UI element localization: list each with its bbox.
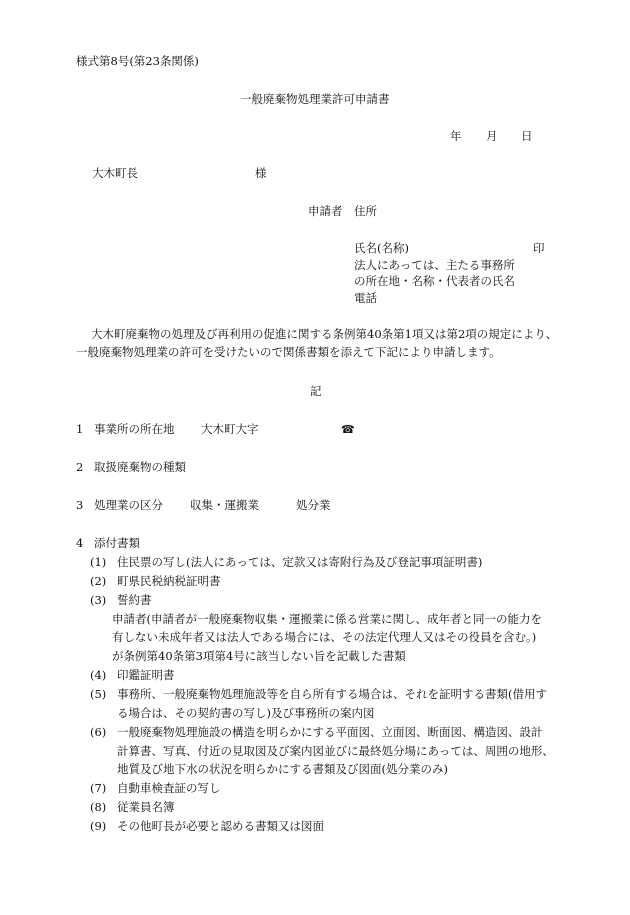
attachment-4-text: 印鑑証明書 [117, 668, 175, 682]
attachment-7-number: (7) [90, 781, 107, 795]
attachment-9-text: その他町長が必要と認める書類又は図面 [117, 819, 324, 833]
seal-label: 印 [533, 241, 545, 255]
form-number: 様式第8号(第23条関係) [76, 54, 199, 68]
date-day-label: 日 [521, 129, 533, 143]
attachment-3-text: 誓約書 [117, 593, 152, 607]
ki-heading: 記 [310, 384, 322, 398]
corp-note-line2: の所在地・名称・代表者の氏名 [354, 274, 515, 288]
attachment-5-line1: 事務所、一般廃棄物処理施設等を自ら所有する場合は、それを証明する書類(借用す [117, 687, 547, 701]
item2-label: 取扱廃棄物の種類 [94, 460, 186, 474]
item1-label: 事業所の所在地 [94, 422, 175, 436]
applicant-label: 申請者 [308, 204, 343, 218]
attachment-4-number: (4) [90, 668, 107, 682]
item3-number: 3 [76, 498, 84, 512]
telephone-icon: ☎ [341, 423, 355, 436]
form-title: 一般廃棄物処理業許可申請書 [240, 92, 390, 106]
attachment-3-sub-line2: 有しない未成年者又は法人である場合には、その法定代理人又はその役員を含む。) [112, 630, 537, 644]
attachment-1-number: (1) [90, 555, 107, 569]
item4-label: 添付書類 [94, 536, 140, 550]
corp-note-line1: 法人にあっては、主たる事務所 [354, 258, 515, 272]
attachment-3-sub-line1: 申請者(申請者が一般廃棄物収集・運搬業に係る営業に関し、成年者と同一の能力を [112, 612, 542, 626]
item3-option-disposal: 処分業 [296, 498, 331, 512]
attachment-2-number: (2) [90, 574, 107, 588]
date-year-label: 年 [450, 129, 462, 143]
attachment-5-number: (5) [90, 687, 107, 701]
attachment-8-number: (8) [90, 800, 107, 814]
body-line2: 一般廃棄物処理業の許可を受けたいので関係書類を添えて下記により申請します。 [76, 345, 501, 359]
attachment-7-text: 自動車検査証の写し [117, 781, 221, 795]
attachment-3-number: (3) [90, 593, 107, 607]
applicant-address-label: 住所 [354, 204, 377, 218]
attachment-6-line3: 地質及び地下水の状況を明らかにする書類及び図面(処分業のみ) [117, 762, 448, 776]
attachment-8-text: 従業員名簿 [117, 800, 175, 814]
attachment-9-number: (9) [90, 819, 107, 833]
attachment-2-text: 町県民税納税証明書 [117, 574, 221, 588]
item3-label: 処理業の区分 [94, 498, 163, 512]
attachment-1-text: 住民票の写し(法人にあっては、定款又は寄附行為及び登記事項証明書) [117, 555, 483, 569]
attachment-3-sub-line3: が条例第40条第3項第4号に該当しない旨を記載した書類 [112, 649, 406, 663]
attachment-6-line2: 計算書、写真、付近の見取図及び案内図並びに最終処分場にあっては、周囲の地形、 [117, 744, 554, 758]
attachment-6-number: (6) [90, 725, 107, 739]
item2-number: 2 [76, 460, 84, 474]
item1-number: 1 [76, 422, 84, 436]
attachment-5-line2: る場合は、その契約書の写し)及び事務所の案内図 [117, 706, 375, 720]
item3-option-collection: 収集・運搬業 [190, 498, 259, 512]
applicant-name-label: 氏名(名称) [354, 241, 409, 255]
addressee-name: 大木町長 [92, 166, 138, 180]
body-line1: 大木町廃棄物の処理及び再利用の促進に関する条例第40条第1項又は第2項の規定により、 [91, 327, 558, 341]
addressee-honorific: 様 [255, 166, 267, 180]
attachment-6-line1: 一般廃棄物処理施設の構造を明らかにする平面図、立面図、断面図、構造図、設計 [117, 725, 543, 739]
item1-value: 大木町大字 [201, 422, 259, 436]
date-month-label: 月 [486, 129, 498, 143]
applicant-phone-label: 電話 [354, 291, 377, 305]
item4-number: 4 [76, 536, 84, 550]
